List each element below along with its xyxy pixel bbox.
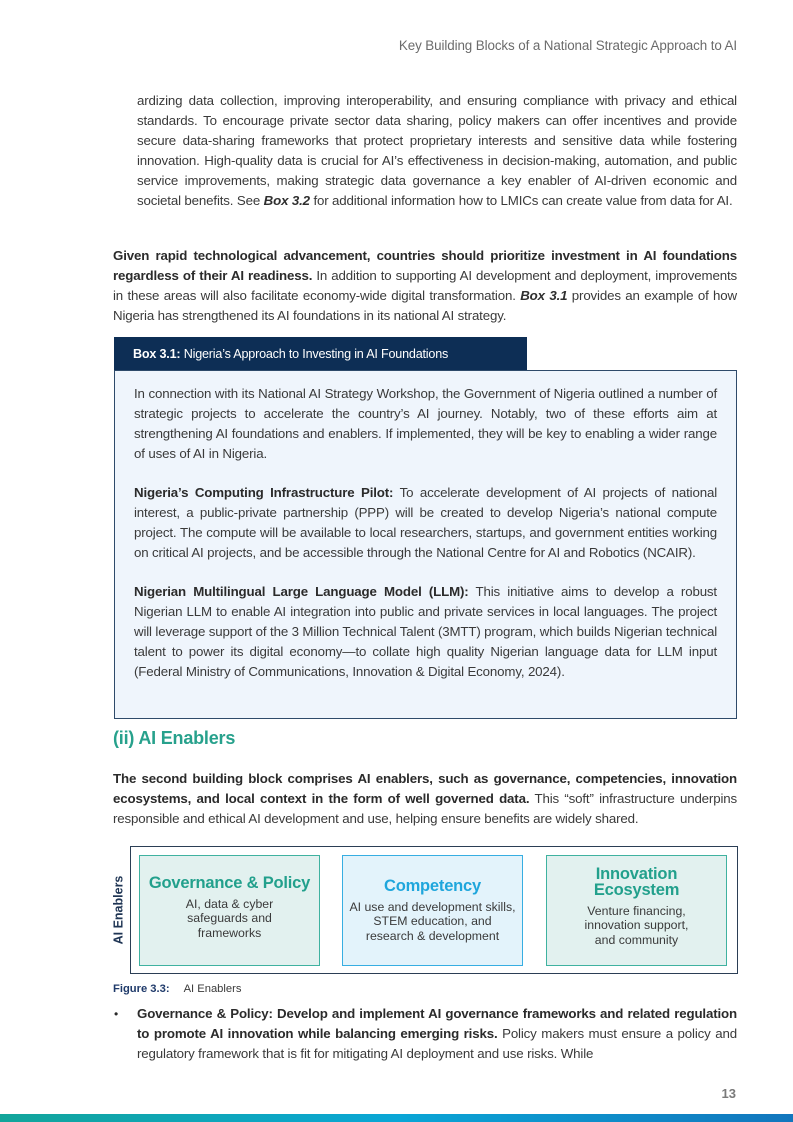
- box-paragraph-llm: Nigerian Multilingual Large Language Model (LLM): This initiative aims to develop a robust Nigerian LLM to enable AI integration into public and private services in local languages. The project will leverage support of the 3 Million Technical Talent (3MTT) program, which builds Nigerian technical talent to power its digital economy—to collate high quality Nigerian language data for LLM input (Federal Ministry of Communications, Innovation & Digital Economy, 2024).: [134, 584, 717, 679]
- running-header: Key Building Blocks of a National Strategic Approach to AI: [398, 38, 737, 53]
- page-number: 13: [721, 1086, 736, 1101]
- box-paragraph-computing-pilot: Nigeria’s Computing Infrastructure Pilot: To accelerate development of AI projects of national interest, a public-private partnership (PPP) will be created to develop Nigeria’s national compute project. The compute will be available to local researchers, startups, and government entities working on critical AI projects, and be accessible through the National Centre for AI and Robotics (NCAIR).: [134, 485, 718, 560]
- bullet-list: [113, 1004, 737, 1064]
- figure-ai-enablers: [130, 846, 738, 974]
- bullet-icon: •: [114, 1007, 119, 1021]
- figure-number: Figure 3.3:: [113, 983, 170, 995]
- box-3-1-reference[interactable]: Box 3.1: [520, 288, 568, 303]
- foundations-lead-sentence: Given rapid technological advancement, countries should prioritize investment in AI foundations regardless of their AI readiness.: [113, 248, 737, 283]
- enablers-paragraph: The second building block comprises AI enablers, such as governance, competencies, innovation ecosystems, and local context in the form of well governed data. This “soft” infrastructure underpins responsible and ethical AI development and use, helping ensure benefits are widely shared.: [113, 771, 738, 826]
- figure-caption: [113, 983, 241, 995]
- card-description: AI, data & cyber safeguards and frameworks: [185, 896, 274, 940]
- figure-side-label: AI Enablers: [111, 875, 125, 945]
- card-governance-policy: [139, 855, 320, 966]
- section-heading-ai-enablers: (ii) AI Enablers: [113, 728, 236, 748]
- enablers-lead-sentence: The second building block comprises AI enablers, such as governance, competencies, innovation ecosystems, and local context in the form of well governed data.: [113, 771, 737, 806]
- box-title: Nigeria’s Approach to Investing in AI Foundations: [180, 347, 449, 361]
- box-label: Box 3.1:: [133, 347, 181, 361]
- list-item: • Governance & Policy: Develop and implement AI governance frameworks and related regulation to promote AI innovation while balancing emerging risks. Policy makers must ensure a policy and regulatory framework that is fit for mitigating AI deployment and use risks. While: [114, 1006, 737, 1061]
- box-paragraph-intro: In connection with its National AI Strategy Workshop, the Government of Nigeria outlined a number of strategic projects to accelerate the country’s AI journey. Notably, two of these efforts aim at strengthening AI foundations and enablers. If implemented, they will be key to enabling a wider range of uses of AI in Nigeria.: [134, 386, 717, 461]
- box-3-1-header: [114, 337, 527, 371]
- box-3-1-body: [114, 370, 737, 719]
- card-description: Venture financing, innovation support, and community: [584, 903, 689, 947]
- figure-caption-text: AI Enablers: [183, 983, 242, 995]
- card-title: Governance & Policy: [148, 873, 311, 892]
- card-description: AI use and development skills, STEM education, and research & development: [349, 899, 516, 943]
- card-innovation-ecosystem: [546, 855, 727, 966]
- card-title: Innovation Ecosystem: [593, 864, 680, 899]
- intro-paragraph: ardizing data collection, improving interoperability, and ensuring compliance with privacy and ethical standards. To encourage private sector data sharing, policy makers can offer incentives and provide secure data-sharing frameworks that protect proprietary interests and sensitive data while fostering innovation. High-quality data is crucial for AI’s effectiveness in decision-making, automation, and public service improvements, making strategic data governance a key enabler of AI-driven economic and societal benefits. See Box 3.2 for additional information how to LMICs can create value from data for AI.: [137, 93, 737, 208]
- card-title: Competency: [383, 876, 482, 895]
- footer-gradient-bar: [0, 1114, 793, 1122]
- card-competency: [342, 855, 523, 966]
- foundations-paragraph: Given rapid technological advancement, countries should prioritize investment in AI foundations regardless of their AI readiness. In addition to supporting AI development and deployment, improvements in these areas will also facilitate economy-wide digital transformation. Box 3.1 provides an example of how Nigeria has strengthened its AI foundations in its national AI strategy.: [113, 248, 738, 323]
- box-3-2-reference[interactable]: Box 3.2: [263, 193, 310, 208]
